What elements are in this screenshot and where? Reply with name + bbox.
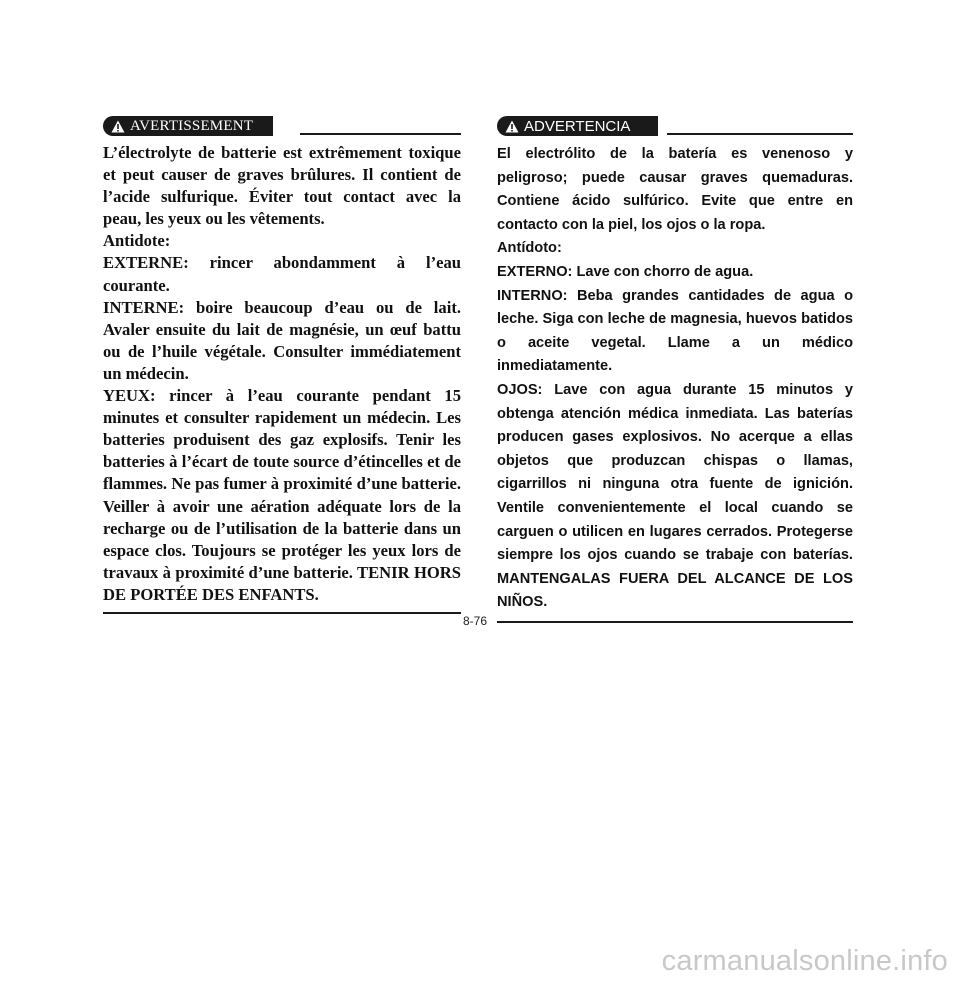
french-antidote-label: Antidote:	[103, 231, 171, 251]
spanish-warning-badge	[497, 116, 658, 136]
warning-triangle-icon	[111, 120, 125, 133]
spanish-paragraph: El electrólito de la batería es venenoso y peligroso; puede causar graves quemaduras. Contiene ácido sulfúrico. Evite que entre en contacto con la piel, los ojos o la ropa.	[497, 146, 853, 233]
french-paragraph: L’électrolyte de batterie est extrêmement toxique et peut causer de graves brûlures. Il contient de l’acide sulfurique. Éviter tout contact avec la peau, les yeux ou les vêtements.	[103, 143, 461, 229]
spanish-paragraph: EXTERNO: Lave con chorro de agua.	[497, 263, 754, 280]
french-warning-text	[103, 142, 461, 606]
french-warning-badge-label: AVERTISSEMENT	[130, 117, 254, 134]
spanish-warning-text	[497, 143, 853, 615]
spanish-footer-rule	[497, 621, 853, 623]
french-footer-rule	[103, 612, 461, 614]
spanish-header-rule	[667, 133, 853, 135]
spanish-warning-header	[497, 116, 853, 138]
french-warning-section	[103, 116, 461, 614]
warning-triangle-icon	[505, 120, 519, 133]
page-number: 8-76	[463, 614, 488, 628]
spanish-warning-section	[497, 116, 853, 623]
french-paragraph: INTERNE: boire beaucoup d’eau ou de lait. Avaler ensuite du lait de magnésie, un œuf battu ou de l’huile végétale. Consulter immédiatement un médecin.	[103, 297, 461, 383]
french-paragraph: YEUX: rincer à l’eau courante pendant 15 minutes et consulter rapidement un médecin. Les batteries produisent des gaz explosifs. Tenir les batteries à l’écart de toute source d’étincelles et de flammes. Ne pas fumer à proximité d’une batterie. Veiller à avoir une aération adéquate lors de la recharge ou de l’utilisation de la batterie dans un espace clos. Toujours se protéger les yeux lors de travaux à proximité d’une batterie. TENIR HORS DE PORTÉE DES ENFANTS.	[103, 386, 461, 604]
spanish-paragraph: OJOS: Lave con agua durante 15 minutos y obtenga atención médica inmediata. Las baterías producen gases explosivos. No acerque a ellas objetos que produzcan chispas o llamas, cigarrillos ni ninguna otra fuente de ignición. Ventile convenientemente el local cuando se carguen o utilicen en lugares cerrados. Protegerse siempre los ojos cuando se trabaje con baterías. MANTENGALAS FUERA DEL ALCANCE DE LOS NIÑOS.	[497, 381, 853, 611]
french-warning-header	[103, 116, 461, 138]
spanish-antidote-label: Antídoto:	[497, 240, 562, 257]
french-header-rule	[300, 133, 461, 135]
watermark-text: carmanualsonline.info	[661, 945, 948, 977]
french-warning-badge	[103, 116, 273, 136]
spanish-warning-badge-label: ADVERTENCIA	[524, 117, 631, 135]
french-paragraph: EXTERNE: rincer abondamment à l’eau courante.	[103, 253, 461, 295]
spanish-paragraph: INTERNO: Beba grandes cantidades de agua o leche. Siga con leche de magnesia, huevos batidos o aceite vegetal. Llame a un médico inmediatamente.	[497, 287, 853, 375]
